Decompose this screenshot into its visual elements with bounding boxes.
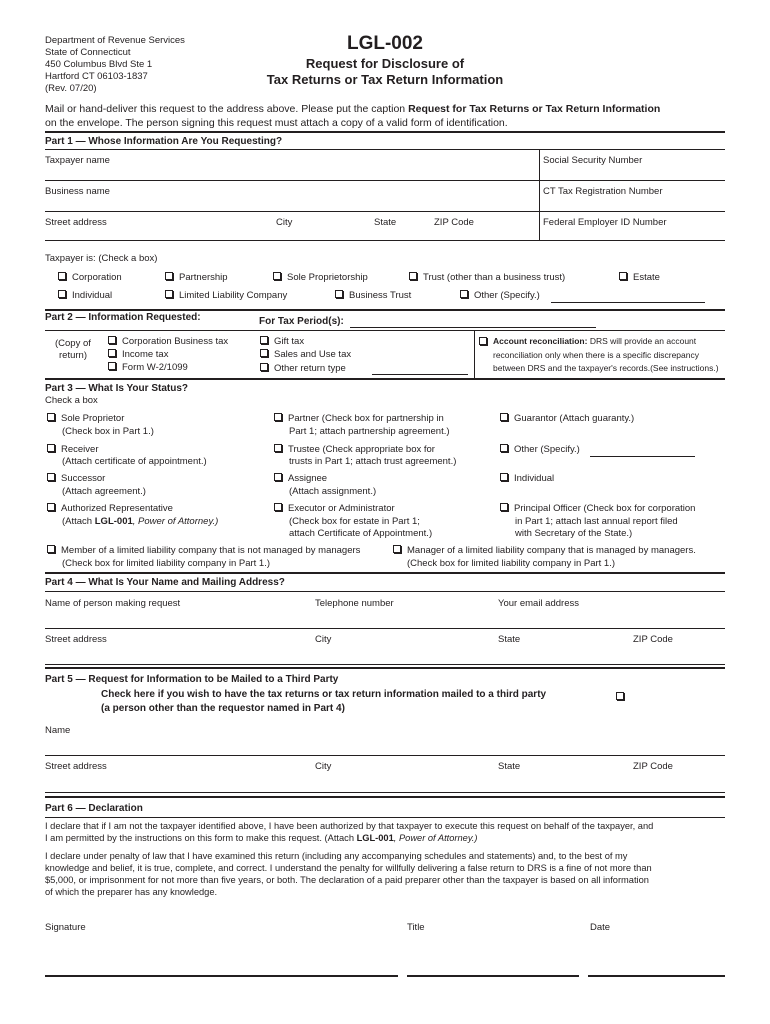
third-party-city-label: City [315,761,332,772]
principal-officer-sub-1: in Part 1; attach last annual report filed [515,516,678,527]
intro-line2: on the envelope. The person signing this request must attach a copy of a valid form of identification. [45,117,508,129]
ct-registration-label: CT Tax Registration Number [543,186,663,197]
corporation-checkbox[interactable]: Corporation [58,272,122,283]
city-label: City [276,217,293,228]
checkbox-icon[interactable] [165,272,173,280]
trustee-sub: trusts in Part 1; attach trust agreement.) [289,456,457,467]
checkbox-icon[interactable] [479,337,487,345]
business-trust-checkbox[interactable]: Business Trust [335,290,411,301]
business-name-label: Business name [45,186,110,197]
third-party-zip-label: ZIP Code [633,761,673,772]
member-llc-checkbox[interactable]: Member of a limited liability company that is not managed by managers [47,545,360,556]
title-field[interactable] [407,975,579,977]
checkbox-icon[interactable] [409,272,417,280]
receiver-checkbox[interactable]: Receiver [47,444,99,455]
checkbox-icon[interactable] [58,290,66,298]
other-entity-field[interactable] [551,302,705,303]
sole-proprietorship-checkbox[interactable]: Sole Proprietorship [273,272,368,283]
declaration-p2-line4: of which the preparer has any knowledge. [45,887,218,897]
principal-officer-sub-2: with Secretary of the State.) [515,528,633,539]
declaration-p2-line3: $5,000, or imprisonment for not more than five years, or both. The declaration of a paid preparer other than the taxpayer is based on all information [45,875,649,885]
sole-proprietor-sub: (Check box in Part 1.) [62,426,154,437]
third-party-state-label: State [498,761,521,772]
part3-heading: Part 3 — What Is Your Status? [45,383,188,394]
checkbox-icon[interactable] [616,692,624,700]
other-status-field[interactable] [590,456,695,457]
checkbox-icon[interactable] [274,413,282,421]
agency-name: Department of Revenue Services [45,35,185,46]
checkbox-icon[interactable] [393,545,401,553]
third-party-check-text: Check here if you wish to have the tax returns or tax return information mailed to a third party [101,689,547,700]
form-title-line1: Request for Disclosure of [305,56,465,71]
checkbox-icon[interactable] [260,349,268,357]
declaration-p1-line2: I am permitted by the instructions on this form to make this request. (Attach LGL-001, Power of Attorney.) [45,833,478,843]
authorized-representative-sub: (Attach LGL-001, Power of Attorney.) [62,516,219,527]
part5-heading: Part 5 — Request for Information to be Mailed to a Third Party [45,674,339,685]
manager-llc-checkbox[interactable]: Manager of a limited liability company that is managed by managers. [393,545,696,556]
sole-proprietor-checkbox[interactable]: Sole Proprietor [47,413,124,424]
checkbox-icon[interactable] [47,545,55,553]
address-field[interactable] [45,240,725,241]
telephone-label: Telephone number [315,598,394,609]
third-party-name-field[interactable] [45,755,725,756]
individual-status-checkbox[interactable]: Individual [500,473,554,484]
third-party-checkbox[interactable] [616,688,630,706]
checkbox-icon[interactable] [619,272,627,280]
principal-officer-checkbox[interactable]: Principal Officer (Check box for corporation [500,503,695,514]
partner-checkbox[interactable]: Partner (Check box for partnership in [274,413,444,424]
individual-checkbox[interactable]: Individual [58,290,112,301]
assignee-checkbox[interactable]: Assignee [274,473,327,484]
checkbox-icon[interactable] [274,444,282,452]
requester-address-field[interactable] [45,664,725,665]
checkbox-icon[interactable] [460,290,468,298]
requester-city-label: City [315,634,332,645]
checkbox-icon[interactable] [274,473,282,481]
checkbox-icon[interactable] [108,349,116,357]
successor-checkbox[interactable]: Successor [47,473,105,484]
street-address-label: Street address [45,217,107,228]
checkbox-icon[interactable] [500,473,508,481]
fein-label: Federal Employer ID Number [543,217,667,228]
date-label: Date [590,922,611,933]
receiver-sub: (Attach certificate of appointment.) [62,456,207,467]
business-name-field[interactable] [45,211,725,212]
checkbox-icon[interactable] [335,290,343,298]
sales-use-tax-checkbox[interactable]: Sales and Use tax [260,349,351,360]
checkbox-icon[interactable] [47,503,55,511]
part6-heading: Part 6 — Declaration [45,803,143,814]
successor-sub: (Attach agreement.) [62,486,146,497]
intro-line1: Mail or hand-deliver this request to the address above. Please put the caption Request for Tax Returns or Tax Return Information [45,103,661,115]
partnership-checkbox[interactable]: Partnership [165,272,228,283]
checkbox-icon[interactable] [47,444,55,452]
form-id: LGL-002 [346,33,424,54]
signature-label: Signature [45,922,86,933]
third-party-street-label: Street address [45,761,107,772]
checkbox-icon[interactable] [108,336,116,344]
executor-checkbox[interactable]: Executor or Administrator [274,503,395,514]
other-status-checkbox[interactable]: Other (Specify.) [500,444,580,455]
form-revision: (Rev. 07/20) [45,83,97,94]
checkbox-icon[interactable] [273,272,281,280]
email-label: Your email address [498,598,579,609]
requester-street-label: Street address [45,634,107,645]
assignee-sub: (Attach assignment.) [289,486,377,497]
estate-checkbox[interactable]: Estate [619,272,660,283]
account-reconciliation-text-3: between DRS and the taxpayer's records.(See instructions.) [493,363,719,373]
requester-name-label: Name of person making request [45,598,181,609]
member-llc-sub: (Check box for limited liability company in Part 1.) [62,558,271,569]
checkbox-icon[interactable] [500,503,508,511]
checkbox-icon[interactable] [274,503,282,511]
third-party-address-field[interactable] [45,792,725,793]
account-reconciliation-checkbox[interactable]: Account reconciliation: DRS will provide an account [479,336,696,346]
other-entity-checkbox[interactable]: Other (Specify.) [460,290,540,301]
checkbox-icon[interactable] [58,272,66,280]
form-title-line2: Tax Returns or Tax Return Information [266,72,504,87]
corp-business-tax-checkbox[interactable]: Corporation Business tax [108,336,228,347]
other-return-type-field[interactable] [372,374,468,375]
requester-zip-label: ZIP Code [633,634,673,645]
checkbox-icon[interactable] [500,444,508,452]
taxpayer-name-label: Taxpayer name [45,155,110,166]
manager-llc-sub: (Check box for limited liability company in Part 1.) [407,558,616,569]
date-field[interactable] [588,975,725,977]
requester-state-label: State [498,634,521,645]
other-return-type-checkbox[interactable]: Other return type [260,363,346,374]
tax-periods-label: For Tax Period(s): [259,316,344,327]
executor-sub-2: attach Certificate of Appointment.) [289,528,433,539]
declaration-p2-line1: I declare under penalty of law that I have examined this return (including any accompanying schedules and statements) and, to the best of my [45,851,628,861]
checkbox-icon[interactable] [108,362,116,370]
trust-checkbox[interactable]: Trust (other than a business trust) [409,272,565,283]
agency-street: 450 Columbus Blvd Ste 1 [45,59,153,70]
checkbox-icon[interactable] [47,413,55,421]
checkbox-icon[interactable] [47,473,55,481]
checkbox-icon[interactable] [500,413,508,421]
declaration-p1-line1: I declare that if I am not the taxpayer identified above, I have been authorized by that taxpayer to execute this request on behalf of the taxpayer, and [45,821,654,831]
check-a-box-label: Check a box [45,395,98,406]
authorized-representative-checkbox[interactable]: Authorized Representative [47,503,173,514]
gift-tax-checkbox[interactable]: Gift tax [260,336,304,347]
part1-heading: Part 1 — Whose Information Are You Requesting? [45,136,283,147]
zip-label: ZIP Code [434,217,474,228]
declaration-p2-line2: knowledge and belief, it is true, complete, and correct. I understand the penalty for willfully delivering a false return to DRS is a fine of not more than [45,863,652,873]
partner-sub: Part 1; attach partnership agreement.) [289,426,450,437]
part2-heading: Part 2 — Information Requested: [45,312,201,323]
account-reconciliation-text-2: reconciliation only when there is a specific discrepancy [493,350,699,360]
requester-info-field[interactable] [45,628,725,629]
trustee-checkbox[interactable]: Trustee (Check appropriate box for [274,444,435,455]
checkbox-icon[interactable] [260,336,268,344]
copy-of-label: (Copy of [55,338,91,349]
state-label: State [374,217,397,228]
part4-heading: Part 4 — What Is Your Name and Mailing Address? [45,577,285,588]
taxpayer-name-field[interactable] [45,180,725,181]
third-party-sub: (a person other than the requestor named in Part 4) [101,703,345,714]
taxpayer-is-label: Taxpayer is: (Check a box) [45,253,158,264]
agency-city: Hartford CT 06103-1837 [45,71,148,82]
return-label: return) [59,350,87,361]
w2-1099-checkbox[interactable]: Form W-2/1099 [108,362,188,373]
executor-sub-1: (Check box for estate in Part 1; [289,516,420,527]
signature-field[interactable] [45,975,398,977]
third-party-name-label: Name [45,725,71,736]
llc-checkbox[interactable]: Limited Liability Company [165,290,287,301]
title-label: Title [407,922,425,933]
income-tax-checkbox[interactable]: Income tax [108,349,168,360]
checkbox-icon[interactable] [260,363,268,371]
guarantor-checkbox[interactable]: Guarantor (Attach guaranty.) [500,413,634,424]
tax-periods-field[interactable] [350,327,596,328]
ssn-label: Social Security Number [543,155,643,166]
checkbox-icon[interactable] [165,290,173,298]
agency-state: State of Connecticut [45,47,131,58]
